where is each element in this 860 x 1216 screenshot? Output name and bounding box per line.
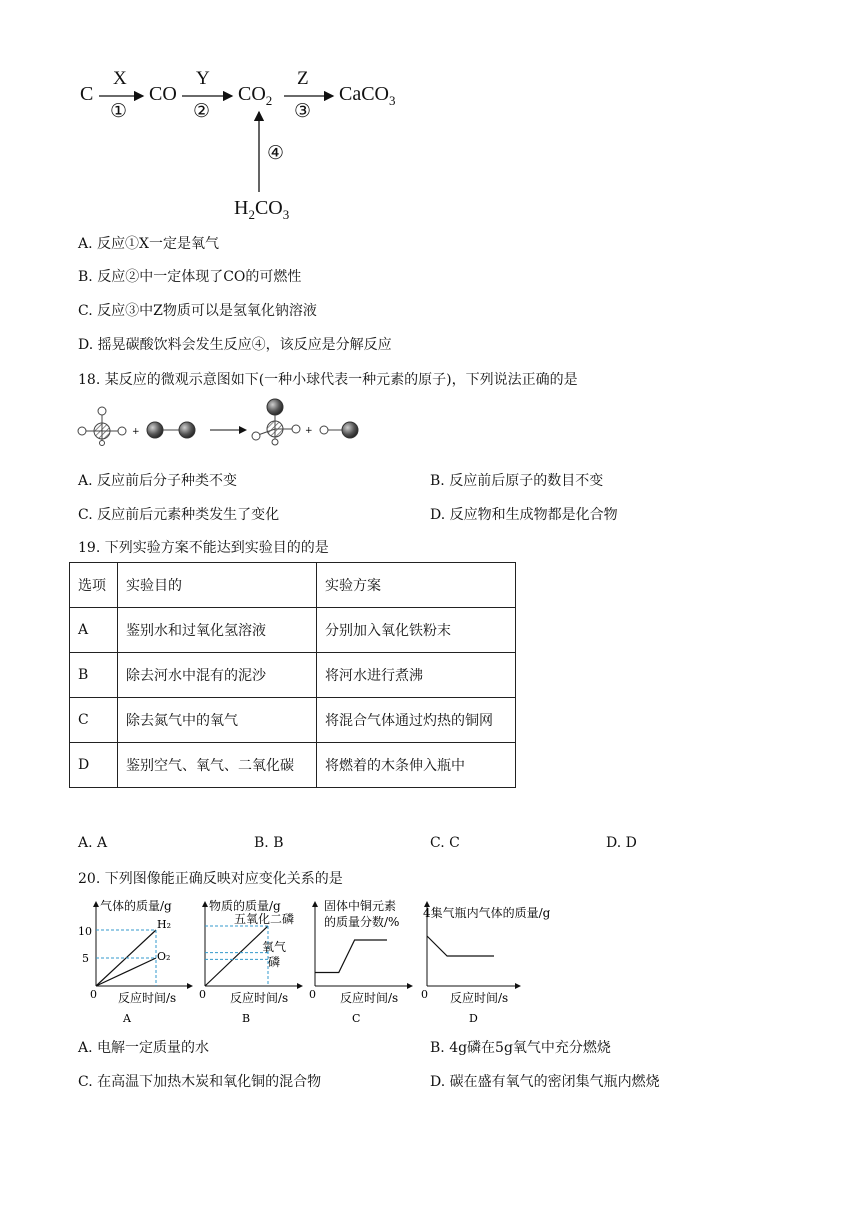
q20-option-b[interactable]: B. 4g磷在5g氧气中充分燃烧 xyxy=(430,1040,611,1056)
reactant-molecule-2 xyxy=(147,422,195,438)
scheme-carbon: C xyxy=(80,83,94,105)
graph-c-origin: 0 xyxy=(309,988,316,1001)
scheme-h2co3: $H_2CO_3$ xyxy=(234,197,290,222)
graph-b-line-p2o5 xyxy=(205,926,268,986)
q18-stem: 18. 某反应的微观示意图如下(一种小球代表一种元素的原子)，下列说法正确的是 xyxy=(78,372,578,388)
graph-d-xlabel: 反应时间/s xyxy=(450,991,509,1005)
graph-a-panel-label: A xyxy=(123,1012,131,1025)
graph-b-panel-label: B xyxy=(242,1012,251,1025)
plus-sign-1: + xyxy=(132,427,140,437)
graph-b-series-o2: 氧气 xyxy=(262,940,287,954)
q18-option-d[interactable]: D. 反应物和生成物都是化合物 xyxy=(430,507,618,523)
graph-b-ylabel: 物质的质量/g xyxy=(209,899,281,913)
row-purpose: 鉴别空气、氧气、二氧化碳 xyxy=(118,743,317,788)
graph-b-xlabel: 反应时间/s xyxy=(230,991,289,1005)
graph-a-ytick-10: 10 xyxy=(78,925,92,938)
graph-b-origin: 0 xyxy=(199,988,206,1001)
plus-sign-2: + xyxy=(305,426,313,436)
graph-a-origin: 0 xyxy=(90,988,97,1001)
q20-option-a[interactable]: A. 电解一定质量的水 xyxy=(78,1040,210,1056)
graph-d-origin: 0 xyxy=(421,988,428,1001)
table-header-row xyxy=(70,563,516,608)
q17-option-a[interactable]: A. 反应①X一定是氧气 xyxy=(78,236,219,252)
row-purpose: 鉴别水和过氧化氢溶液 xyxy=(118,608,317,653)
graph-a-line-1 xyxy=(96,958,156,986)
q19-option-c[interactable]: C. C xyxy=(430,835,460,851)
row-method: 将混合气体通过灼热的铜网 xyxy=(317,698,516,743)
table-row xyxy=(70,698,516,743)
graph-a-series-h2: H₂ xyxy=(157,918,172,931)
row-label: D xyxy=(70,743,118,788)
scheme-reagent-x: X xyxy=(113,68,127,89)
q17-option-d[interactable]: D. 摇晃碳酸饮料会发生反应④，该反应是分解反应 xyxy=(78,337,392,353)
graph-c-ylabel-1: 固体中铜元素 xyxy=(324,899,397,913)
reactant-molecule-1 xyxy=(78,407,126,446)
row-purpose: 除去河水中混有的泥沙 xyxy=(118,653,317,698)
scheme-reagent-z: Z xyxy=(297,68,309,89)
graph-a-ylabel: 气体的质量/g xyxy=(100,899,172,913)
graph-a-series-o2: O₂ xyxy=(157,950,171,963)
scheme-arrows xyxy=(0,0,420,230)
q20-graphs xyxy=(72,890,551,1030)
product-molecule-1 xyxy=(252,399,300,445)
graph-c-xlabel: 反应时间/s xyxy=(340,991,399,1005)
row-method: 分别加入氧化铁粉末 xyxy=(317,608,516,653)
row-label: C xyxy=(70,698,118,743)
graph-d-line xyxy=(427,936,494,956)
experiment-table xyxy=(69,562,516,788)
q19-stem: 19. 下列实验方案不能达到实验目的的是 xyxy=(78,540,329,556)
q19-option-a[interactable]: A. A xyxy=(78,835,108,851)
row-method: 将燃着的木条伸入瓶中 xyxy=(317,743,516,788)
table-row xyxy=(70,608,516,653)
graph-a xyxy=(78,898,192,1025)
table-row xyxy=(70,653,516,698)
header-purpose: 实验目的 xyxy=(118,563,317,608)
q19-option-b[interactable]: B. B xyxy=(254,835,284,851)
graph-d-panel-label: D xyxy=(469,1012,478,1025)
q18-molecule-diagram xyxy=(70,393,370,445)
q20-option-c[interactable]: C. 在高温下加热木炭和氧化铜的混合物 xyxy=(78,1074,322,1090)
graph-d xyxy=(421,902,551,1025)
scheme-step-2: ② xyxy=(193,101,211,122)
table-row xyxy=(70,743,516,788)
graph-a-xlabel: 反应时间/s xyxy=(118,991,177,1005)
row-label: A xyxy=(70,608,118,653)
graph-c xyxy=(309,898,412,1025)
graph-c-ylabel-2: 的质量分数/% xyxy=(324,915,400,929)
scheme-co: CO xyxy=(149,83,177,105)
graph-b-series-p2o5: 五氧化二磷 xyxy=(234,912,295,926)
q20-option-d[interactable]: D. 碳在盛有氧气的密闭集气瓶内燃烧 xyxy=(430,1074,660,1090)
scheme-co2: $CO_2$ xyxy=(238,83,273,108)
graph-b xyxy=(199,898,302,1025)
graph-c-line xyxy=(315,940,387,973)
scheme-reagent-y: Y xyxy=(196,68,210,89)
product-molecule-2 xyxy=(320,422,358,438)
scheme-step-1: ① xyxy=(110,101,128,122)
graph-d-ylabel: 4集气瓶内气体的质量/g xyxy=(423,906,551,920)
q17-option-c[interactable]: C. 反应③中Z物质可以是氢氧化钠溶液 xyxy=(78,303,317,319)
q18-option-a[interactable]: A. 反应前后分子种类不变 xyxy=(78,473,238,489)
q17-option-b[interactable]: B. 反应②中一定体现了CO的可燃性 xyxy=(78,269,302,285)
row-method: 将河水进行煮沸 xyxy=(317,653,516,698)
header-method: 实验方案 xyxy=(317,563,516,608)
header-option: 选项 xyxy=(70,563,118,608)
q18-option-b[interactable]: B. 反应前后原子的数目不变 xyxy=(430,473,604,489)
row-label: B xyxy=(70,653,118,698)
scheme-caco3: CaCO$_3$ xyxy=(339,83,396,108)
q20-stem: 20. 下列图像能正确反映对应变化关系的是 xyxy=(78,871,343,887)
scheme-step-4: ④ xyxy=(267,143,285,164)
q19-option-d[interactable]: D. D xyxy=(606,835,637,851)
graph-a-ytick-5: 5 xyxy=(82,952,89,965)
scheme-step-3: ③ xyxy=(294,101,312,122)
graph-c-panel-label: C xyxy=(352,1012,361,1025)
row-purpose: 除去氮气中的氧气 xyxy=(118,698,317,743)
q18-option-c[interactable]: C. 反应前后元素种类发生了变化 xyxy=(78,507,280,523)
graph-b-series-p: 磷 xyxy=(268,955,281,969)
